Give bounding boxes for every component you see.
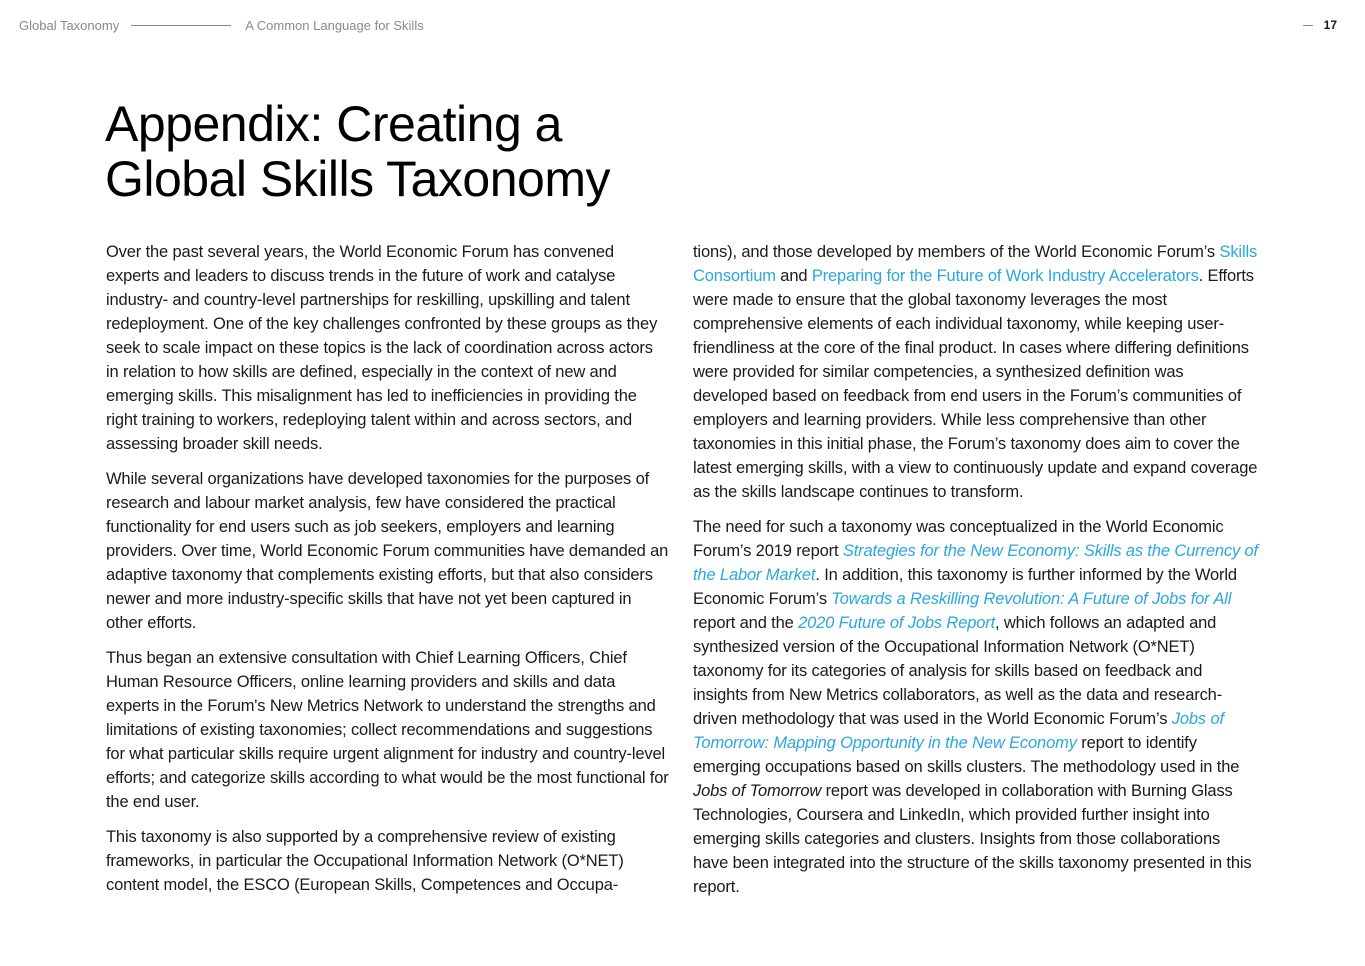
header-left (19, 18, 424, 33)
link-strategies-new-economy-report[interactable]: Strategies for the New Economy: Skills as the Currency of the Labor Market (693, 542, 1258, 584)
page-title (105, 97, 610, 207)
text-run: report was developed in collaboration with Burning Glass Technologies, Coursera and LinkedIn, which provided further insight into emerging skills categories and clusters. Insights from those collaborations have been integrated into the structure of the skills taxonomy presented in this report. (693, 782, 1252, 896)
running-header (19, 18, 1337, 36)
right-column (693, 240, 1259, 910)
link-future-of-work-accelerators[interactable]: Preparing for the Future of Work Industry Accelerators (811, 267, 1199, 285)
link-jobs-of-tomorrow-report[interactable]: Jobs of Tomorrow: Mapping Opportunity in the New Economy (693, 710, 1224, 752)
text-run: . Efforts were made to ensure that the global taxonomy leverages the most comprehensive elements of each individual taxonomy, while keeping user-friendliness at the core of the final product. In cases where differing definitions were provided for similar competencies, a synthesized definition was developed based on feedback from end users in the Forum’s communities of employers and learning providers. While less comprehensive than other taxonomies in this initial phase, the Forum’s taxonomy does aim to cover the latest emerging skills, with a view to continuously update and expand coverage as the skills landscape continues to transform. (693, 267, 1258, 501)
text-run: . In addition, this taxonomy is further informed by the World Economic Forum’s (693, 566, 1237, 608)
header-divider-line (131, 25, 231, 26)
left-column (106, 240, 669, 908)
text-run: , which follows an adapted and synthesized version of the Occupational Information Network (O*NET) taxonomy for its categories of analysis for skills based on feedback and insights from New Metrics collaborators, as well as the data and research-driven methodology that was used in the World Economic Forum’s (693, 614, 1223, 728)
text-run: The need for such a taxonomy was conceptualized in the World Economic Forum’s 2019 report (693, 518, 1224, 560)
link-reskilling-revolution-report[interactable]: Towards a Reskilling Revolution: A Future of Jobs for All (831, 590, 1232, 608)
text-run: report to identify emerging occupations based on skills clusters. The methodology used in the (693, 734, 1240, 776)
page-number-dash (1303, 25, 1313, 26)
header-subtitle: A Common Language for Skills (245, 18, 424, 33)
page-title-line-1: Appendix: Creating a (105, 96, 562, 152)
left-paragraph-3: Thus began an extensive consultation with Chief Learning Officers, Chief Human Resource Officers, online learning providers and skills and data experts in the Forum's New Metrics Network to understand the strengths and limitations of existing taxonomies; collect recommendations and suggestions for what particular skills require urgent alignment for industry and country-level efforts; and categorize skills according to what would be the most functional for the end user. (106, 649, 669, 811)
right-paragraph-2 (693, 515, 1259, 899)
left-paragraph-1: Over the past several years, the World Economic Forum has convened experts and leaders to discuss trends in the future of work and catalyse industry- and country-level partnerships for reskilling, upskilling and talent redeployment. One of the key challenges confronted by these groups as they seek to scale impact on these topics is the lack of coordination across actors in relation to how skills are defined, especially in the context of new and emerging skills. This misalignment has led to inefficiencies in providing the right training to workers, redeploying talent within and across sectors, and assessing broader skill needs. (106, 243, 658, 453)
left-paragraph-4: This taxonomy is also supported by a comprehensive review of existing frameworks, in particular the Occupational Information Network (O*NET) content model, the ESCO (European Skills, Competences and Occupa- (106, 828, 624, 894)
text-run: tions), and those developed by members of the World Economic Forum’s (693, 243, 1220, 261)
header-right (1303, 18, 1337, 32)
header-publication-title: Global Taxonomy (19, 18, 120, 33)
link-future-of-jobs-report-2020[interactable]: 2020 Future of Jobs Report (798, 614, 996, 632)
page-title-line-2: Global Skills Taxonomy (105, 151, 610, 207)
left-paragraph-2: While several organizations have developed taxonomies for the purposes of research and labour market analysis, few have considered the practical functionality for end users such as job seekers, employers and learning providers. Over time, World Economic Forum communities have demanded an adaptive taxonomy that complements existing efforts, but that also considers newer and more industry-specific skills that have not yet been captured in other efforts. (106, 470, 669, 632)
right-paragraph-1 (693, 240, 1259, 504)
italic-report-title: Jobs of Tomorrow (693, 782, 822, 800)
page-number: 17 (1323, 18, 1337, 32)
link-skills-consortium[interactable]: Skills Consortium (693, 243, 1258, 285)
text-run: report and the (693, 614, 799, 632)
text-run: and (775, 267, 812, 285)
